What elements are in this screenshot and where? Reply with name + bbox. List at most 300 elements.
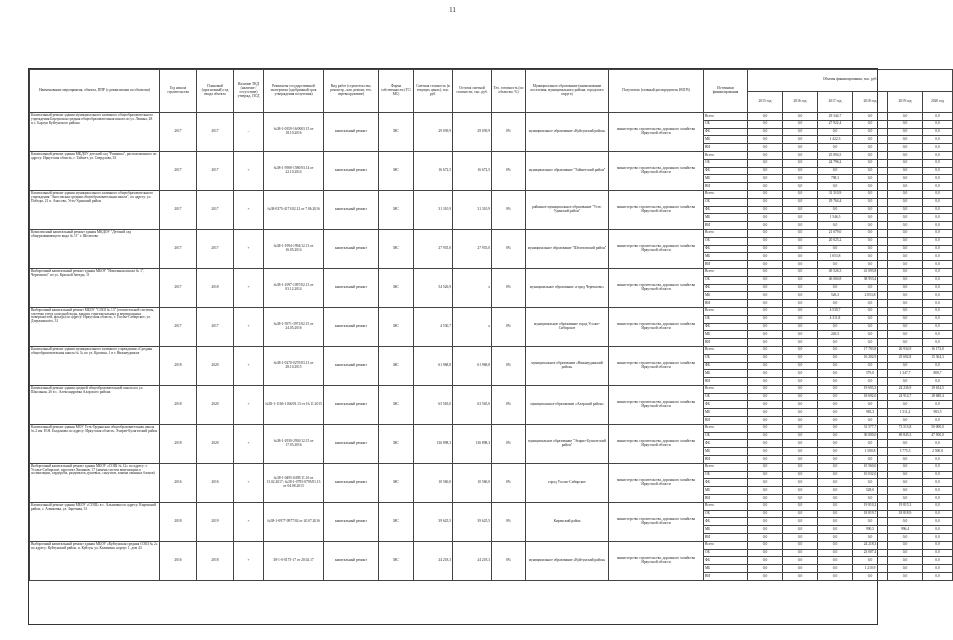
funding-value: 0,0: [853, 573, 888, 581]
col-work-type: Вид работ (строительство, реконстр., кап. ремонт, тех. перевооружение): [324, 70, 379, 113]
funding-value: 0,0: [853, 183, 888, 191]
funding-source: Всего: [704, 424, 748, 432]
table-row: [30, 229, 953, 237]
funding-value: 0,0: [923, 237, 953, 245]
funding-value: 0,0: [888, 362, 923, 370]
funding-value: 0,0: [783, 144, 818, 152]
funding-value: 0,0: [923, 456, 953, 464]
object-name: Капитальный ремонт здания муниципального казенного общеобразовательного учреждения "Аносовская средняя общеобразовательная школа", по адресу: ул. Победы, 21 п. Аносово, Усть-Удинский район: [30, 190, 160, 229]
funding-value: 25 894,5: [818, 151, 853, 159]
funding-value: 0,0: [818, 128, 853, 136]
funding-value: 0,0: [923, 331, 953, 339]
end-year: 2020: [197, 385, 234, 424]
funding-value: 0,0: [923, 284, 953, 292]
total-cost: 54 526,9: [414, 268, 453, 307]
funding-value: 0,0: [748, 393, 783, 401]
funding-value: 0,0: [783, 268, 818, 276]
funding-value: 983,5: [923, 409, 953, 417]
funding-value: 0,0: [923, 573, 953, 581]
funding-source: Всего: [704, 268, 748, 276]
funding-value: 0,0: [818, 510, 853, 518]
table-row: [30, 190, 953, 198]
funding-value: 0,0: [783, 237, 818, 245]
funding-value: 47 500,0: [923, 432, 953, 440]
funding-value: 0,0: [888, 534, 923, 542]
municipality: муниципальное образование «Нижнеудинский район»: [526, 346, 609, 385]
funding-value: 0,0: [923, 339, 953, 347]
funding-value: 16 173,0: [923, 346, 953, 354]
remaining-cost: х: [453, 268, 492, 307]
funding-value: 20 025,2: [818, 237, 853, 245]
funding-source: ФБ: [704, 284, 748, 292]
funding-value: 0,0: [783, 206, 818, 214]
funding-value: 0,0: [748, 261, 783, 269]
funding-value: 0,0: [818, 401, 853, 409]
col-ownership: Форма собственности (ГС/МС): [379, 70, 414, 113]
funding-value: 0,0: [783, 448, 818, 456]
municipality: муниципальное образование "Тайшетский район": [526, 151, 609, 190]
tkd-mark: +: [234, 385, 264, 424]
funding-value: 0,0: [853, 440, 888, 448]
end-year: 2020: [197, 424, 234, 463]
funding-source: ВИ: [704, 300, 748, 308]
funding-value: 0,0: [783, 339, 818, 347]
funding-value: 579,0: [853, 370, 888, 378]
funding-value: 1 210,9: [853, 565, 888, 573]
funding-value: 0,0: [888, 300, 923, 308]
ownership: МС: [379, 113, 414, 152]
col-year: 2016 год: [783, 91, 818, 113]
funding-value: 0,0: [818, 354, 853, 362]
funding-value: 0,0: [818, 518, 853, 526]
municipality: город Усолье-Сибирское: [526, 463, 609, 502]
funding-value: 0,0: [748, 534, 783, 542]
funding-value: 0,0: [748, 510, 783, 518]
funding-value: 0,0: [818, 573, 853, 581]
funding-value: 996,4: [888, 526, 923, 534]
funding-value: 0,0: [923, 253, 953, 261]
funding-value: 0,0: [818, 549, 853, 557]
funding-value: 0,0: [923, 557, 953, 565]
funding-value: 0,0: [888, 549, 923, 557]
funding-value: 0,0: [888, 495, 923, 503]
expertise-ref: №38-1-1166-1166/03.13 от 16.11.2015: [264, 385, 324, 424]
funding-value: 0,0: [853, 206, 888, 214]
table-row: [30, 113, 953, 121]
ownership: МС: [379, 424, 414, 463]
funding-source: Всего: [704, 463, 748, 471]
table-row: [30, 502, 953, 510]
funding-value: 19 693,3: [853, 385, 888, 393]
funding-value: 0,0: [748, 362, 783, 370]
funding-value: 0,0: [888, 541, 923, 549]
funding-value: 0,0: [783, 183, 818, 191]
funding-value: 0,0: [783, 573, 818, 581]
funding-source: ФБ: [704, 518, 748, 526]
ownership: МС: [379, 463, 414, 502]
col-readiness: Тех. готовность (по объектам, %): [492, 70, 526, 113]
funding-value: 0,0: [818, 417, 853, 425]
customer: министерство строительства, дорожного хозяйства Иркутской области: [609, 190, 704, 229]
funding-value: 0,0: [748, 541, 783, 549]
funding-value: 27 922,4: [818, 120, 853, 128]
funding-value: 0,0: [748, 385, 783, 393]
funding-value: 0,0: [853, 518, 888, 526]
funding-source: ОБ: [704, 315, 748, 323]
table-row: [30, 385, 953, 393]
start-year: 2017: [160, 268, 197, 307]
funding-source: ВИ: [704, 534, 748, 542]
funding-value: 0,0: [783, 557, 818, 565]
funding-value: 0,0: [748, 417, 783, 425]
tkd-mark: +: [234, 541, 264, 580]
remaining-cost: 27 935,0: [453, 229, 492, 268]
funding-value: 0,0: [748, 198, 783, 206]
funding-value: 0,0: [888, 261, 923, 269]
funding-value: 25 692,8: [888, 354, 923, 362]
funding-source: МБ: [704, 565, 748, 573]
funding-value: 2 500,0: [923, 448, 953, 456]
funding-value: 0,0: [888, 120, 923, 128]
funding-value: 0,0: [748, 370, 783, 378]
funding-value: 226,5: [818, 331, 853, 339]
object-name: Капитальный ремонт здания муниципального казенного учреждения «Средняя общеобразовательная школа № 3» по ул. Красина, 1 в г. Нижнеудинске: [30, 346, 160, 385]
object-name: Капитальный ремонт здания МБОУ «СОШ» в с. Алымовка по адресу: Киренский район, с. Алымовка, ул. Заречная, 31: [30, 502, 160, 541]
col-end-year: Плановый (прогнозный) год ввода объекта: [197, 70, 234, 113]
funding-value: 0,0: [783, 159, 818, 167]
funding-value: 21 679,0: [818, 229, 853, 237]
funding-value: 0,0: [783, 432, 818, 440]
funding-value: 1 511,2: [888, 409, 923, 417]
expertise-ref: №38-1-3971-3971/02.15 от 24.05.2016: [264, 307, 324, 346]
funding-source: ОБ: [704, 432, 748, 440]
funding-value: 18 818,9: [888, 510, 923, 518]
funding-value: 0,0: [923, 245, 953, 253]
ownership: МС: [379, 541, 414, 580]
funding-value: 0,0: [783, 128, 818, 136]
funding-source: ФБ: [704, 323, 748, 331]
funding-value: 0,0: [748, 378, 783, 386]
funding-value: 0,0: [748, 401, 783, 409]
customer: министерство строительства, дорожного хозяйства Иркутской области: [609, 113, 704, 152]
work-type: капитальный ремонт: [324, 113, 379, 152]
funding-value: 15 364,3: [923, 354, 953, 362]
funding-value: 0,0: [748, 120, 783, 128]
funding-value: 0,0: [853, 284, 888, 292]
object-name: Капитальный ремонт здания МКДОУ детский сад "Ромашка", расположенного по адресу: Иркутская область, г. Тайшет, ул. Свердлова, 33: [30, 151, 160, 190]
expertise-ref: №38-1-5908-1580/03.14 от 22.10.2014: [264, 151, 324, 190]
funding-value: 0,0: [818, 284, 853, 292]
funding-value: 0,0: [923, 463, 953, 471]
funding-value: 0,0: [818, 409, 853, 417]
funding-value: 0,0: [748, 432, 783, 440]
funding-value: 0,0: [888, 159, 923, 167]
funding-value: 73 515,8: [888, 424, 923, 432]
funding-value: 0,0: [748, 159, 783, 167]
funding-value: 0,0: [748, 549, 783, 557]
funding-value: 0,0: [923, 417, 953, 425]
funding-value: 24 914,7: [888, 393, 923, 401]
funding-value: 0,0: [818, 323, 853, 331]
funding-value: 50 000,0: [923, 424, 953, 432]
funding-value: 0,0: [783, 487, 818, 495]
funding-value: 24 236,9: [888, 385, 923, 393]
funding-source: ФБ: [704, 440, 748, 448]
funding-value: 0,0: [888, 222, 923, 230]
end-year: 2017: [197, 151, 234, 190]
funding-value: 0,0: [748, 526, 783, 534]
funding-value: 0,0: [888, 557, 923, 565]
funding-value: 0,0: [818, 440, 853, 448]
funding-value: 26 934,9: [888, 346, 923, 354]
funding-value: 0,0: [783, 292, 818, 300]
funding-source: Всего: [704, 346, 748, 354]
funding-value: 0,0: [783, 409, 818, 417]
total-cost: 27 935,0: [414, 229, 453, 268]
funding-value: 0,0: [748, 354, 783, 362]
funding-value: 0,0: [818, 362, 853, 370]
funding-value: 0,0: [748, 502, 783, 510]
funding-value: 0,0: [853, 323, 888, 331]
funding-value: 2 053,8: [853, 292, 888, 300]
funding-value: 0,0: [748, 222, 783, 230]
funding-value: 0,0: [748, 245, 783, 253]
tkd-mark: –: [234, 113, 264, 152]
object-name: Выборочный капитальный ремонт здания МБОУ «Куйтунская средняя СОШ № 2» по адресу: Куйтунский район, п. Куйтун, ул. Калинина, корпус 1, дом 43: [30, 541, 160, 580]
funding-value: 1 546,5: [818, 214, 853, 222]
funding-value: 0,0: [783, 417, 818, 425]
funding-value: 0,0: [748, 190, 783, 198]
funding-value: 1 347,7: [888, 370, 923, 378]
start-year: 2016: [160, 541, 197, 580]
funding-source: ФБ: [704, 167, 748, 175]
funding-value: 0,0: [923, 183, 953, 191]
funding-value: 0,0: [888, 471, 923, 479]
funding-source: ФБ: [704, 479, 748, 487]
funding-value: 30 000,0: [853, 432, 888, 440]
funding-value: 0,0: [923, 190, 953, 198]
total-cost: 63 565,0: [414, 385, 453, 424]
ownership: МС: [379, 502, 414, 541]
funding-source: ВИ: [704, 339, 748, 347]
funding-value: 0,0: [748, 448, 783, 456]
funding-value: 0,0: [818, 463, 853, 471]
funding-value: 0,0: [853, 229, 888, 237]
readiness: 0%: [492, 190, 526, 229]
expertise-ref: №38-1-1994-1994/12.13 от 16.05.2014: [264, 229, 324, 268]
funding-value: 0,0: [888, 284, 923, 292]
municipality: муниципальное образование «город Черемхово»: [526, 268, 609, 307]
funding-value: 0,0: [783, 479, 818, 487]
total-cost: 61 968,8: [414, 346, 453, 385]
funding-value: 0,0: [888, 401, 923, 409]
funding-value: 0,0: [853, 190, 888, 198]
readiness: 0%: [492, 541, 526, 580]
funding-value: 0,0: [783, 198, 818, 206]
funding-value: 0,0: [853, 261, 888, 269]
funding-value: 0,0: [783, 253, 818, 261]
readiness: 0%: [492, 385, 526, 424]
funding-value: 0,0: [923, 175, 953, 183]
funding-value: 0,0: [748, 315, 783, 323]
municipality: муниципальное образование «Аларский район»: [526, 385, 609, 424]
funding-source: ОБ: [704, 159, 748, 167]
ownership: МС: [379, 151, 414, 190]
funding-value: 0,0: [853, 339, 888, 347]
object-name: Капитальный ремонт здания средней общеобразовательной школы по ул. Школьная, 26 в с. Александровка Аларского района: [30, 385, 160, 424]
funding-value: 0,0: [748, 339, 783, 347]
funding-source: ФБ: [704, 557, 748, 565]
funding-value: 0,0: [748, 479, 783, 487]
funding-value: 0,0: [923, 323, 953, 331]
total-cost: 10 560,0: [414, 463, 453, 502]
funding-value: 0,0: [748, 144, 783, 152]
readiness: 0%: [492, 424, 526, 463]
funding-value: 0,0: [783, 370, 818, 378]
funding-value: 1 500,8: [853, 448, 888, 456]
object-name: Капитальный ремонт здания муниципального казенного общеобразовательного учреждения Барлукская средняя общеобразовательная школа по ул. Ленина, 28 п.с. Барлук Куйтунского района: [30, 113, 160, 152]
start-year: 2016: [160, 463, 197, 502]
start-year: 2018: [160, 502, 197, 541]
funding-value: 29 764,4: [818, 198, 853, 206]
end-year: 2017: [197, 229, 234, 268]
funding-value: 19 815,3: [888, 502, 923, 510]
funding-value: 0,0: [748, 183, 783, 191]
funding-value: 24 218,3: [853, 541, 888, 549]
customer: министерство строительства, дорожного хозяйства Иркутской области: [609, 502, 704, 541]
funding-value: 0,0: [818, 534, 853, 542]
funding-value: 10 032,0: [853, 471, 888, 479]
start-year: 2017: [160, 190, 197, 229]
funding-source: ВИ: [704, 573, 748, 581]
funding-source: МБ: [704, 292, 748, 300]
remaining-cost: 63 565,0: [453, 385, 492, 424]
funding-source: ВИ: [704, 495, 748, 503]
expertise-ref: №38-1-1097-1097/02.13 от 03.12.2014: [264, 268, 324, 307]
funding-value: 0,0: [853, 120, 888, 128]
tkd-mark: +: [234, 190, 264, 229]
funding-value: 0,0: [853, 253, 888, 261]
total-cost: 24 218,3: [414, 541, 453, 580]
remaining-cost: 10 560,0: [453, 463, 492, 502]
funding-source: ОБ: [704, 549, 748, 557]
funding-value: 0,0: [888, 315, 923, 323]
funding-value: 0,0: [923, 136, 953, 144]
funding-value: 0,0: [818, 346, 853, 354]
funding-value: 0,0: [923, 362, 953, 370]
expertise-ref: №38-1-0359-16/0003 15 от 18.10.2016: [264, 113, 324, 152]
customer: министерство строительства, дорожного хозяйства Иркутской области: [609, 268, 704, 307]
funding-source: Всего: [704, 113, 748, 121]
funding-value: 0,0: [888, 417, 923, 425]
funding-value: 0,0: [783, 518, 818, 526]
work-type: капитальный ремонт: [324, 229, 379, 268]
funding-value: 0,0: [783, 463, 818, 471]
ownership: МС: [379, 229, 414, 268]
funding-value: 0,0: [923, 292, 953, 300]
funding-value: 0,0: [923, 440, 953, 448]
funding-value: 0,0: [853, 136, 888, 144]
funding-value: 0,0: [783, 261, 818, 269]
funding-source: МБ: [704, 175, 748, 183]
tkd-mark: +: [234, 502, 264, 541]
funding-value: 38 953,4: [853, 276, 888, 284]
ownership: МС: [379, 190, 414, 229]
municipality: муниципальное образование «Куйтунский район»: [526, 541, 609, 580]
end-year: 2017: [197, 307, 234, 346]
funding-value: 0,0: [923, 198, 953, 206]
funding-value: 0,0: [783, 331, 818, 339]
funding-value: 0,0: [748, 440, 783, 448]
start-year: 2018: [160, 346, 197, 385]
customer: министерство строительства, дорожного хозяйства Иркутской области: [609, 463, 704, 502]
funding-value: 0,0: [853, 214, 888, 222]
funding-value: 0,0: [783, 151, 818, 159]
total-cost: 31 310,9: [414, 190, 453, 229]
col-remaining-cost: Остаток сметной стоимости, тыс. руб.: [453, 70, 492, 113]
funding-value: 0,0: [818, 167, 853, 175]
funding-value: 0,0: [748, 128, 783, 136]
funding-value: 0,0: [748, 565, 783, 573]
funding-value: 0,0: [853, 222, 888, 230]
funding-value: 0,0: [748, 463, 783, 471]
funding-value: 0,0: [748, 113, 783, 121]
funding-source: ВИ: [704, 183, 748, 191]
total-cost: 4 530,7: [414, 307, 453, 346]
funding-value: 0,0: [888, 292, 923, 300]
funding-source: МБ: [704, 331, 748, 339]
end-year: 2017: [197, 190, 234, 229]
funding-value: 0,0: [888, 190, 923, 198]
object-name: Выборочный капитальный ремонт МБОУ "СОШ № 13" (отопительной системы, системы учета холодной воды, крыши, горизонтальных и вертикальных поверхностей, фасада) по адресу: Иркутская область, г. Усолье-Сибирское, ул. Дзержинского, 31: [30, 307, 160, 346]
funding-value: 0,0: [783, 534, 818, 542]
funding-value: 0,0: [923, 214, 953, 222]
program-table-sheet: [28, 68, 945, 625]
tkd-mark: +: [234, 424, 264, 463]
object-name: Капитальный ремонт здания МОУ Усть-Ордынская общеобразовательная школа № 2 им. Н.Н. Балданова по адресу: Иркутская область, Эхирит-Булагатский район: [30, 424, 160, 463]
funding-value: 0,0: [888, 113, 923, 121]
funding-value: 0,0: [748, 518, 783, 526]
funding-value: 0,0: [853, 401, 888, 409]
funding-value: 0,0: [923, 159, 953, 167]
expertise-ref: №38-1-0270-0270/03.13 от 28.10.2015: [264, 346, 324, 385]
end-year: 2018: [197, 541, 234, 580]
funding-value: 0,0: [783, 440, 818, 448]
funding-value: 0,0: [888, 463, 923, 471]
customer: министерство строительства, дорожного хозяйства Иркутской области: [609, 385, 704, 424]
funding-value: 49 526,3: [818, 268, 853, 276]
funding-source: ОБ: [704, 276, 748, 284]
funding-source: ФБ: [704, 245, 748, 253]
funding-value: 0,0: [923, 120, 953, 128]
funding-value: 0,0: [888, 339, 923, 347]
funding-value: 0,0: [783, 190, 818, 198]
work-type: капитальный ремонт: [324, 385, 379, 424]
funding-value: 0,0: [783, 565, 818, 573]
col-total-cost: Сметная стоимость (в текущих ценах), тыс. руб.: [414, 70, 453, 113]
funding-value: 0,0: [818, 526, 853, 534]
funding-value: 0,0: [783, 385, 818, 393]
funding-value: 0,0: [888, 518, 923, 526]
funding-source: ОБ: [704, 354, 748, 362]
col-year: 2017 год: [818, 91, 853, 113]
end-year: 2020: [197, 346, 234, 385]
funding-value: 0,0: [923, 471, 953, 479]
funding-value: 0,0: [888, 144, 923, 152]
funding-value: 0,0: [853, 237, 888, 245]
funding-value: 17 783,8: [853, 346, 888, 354]
work-type: капитальный ремонт: [324, 190, 379, 229]
